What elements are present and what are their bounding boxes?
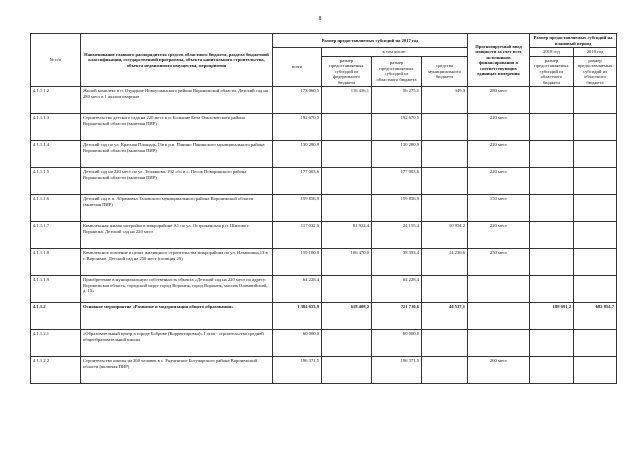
cell-num: 4.1.1.1.2 <box>31 87 81 114</box>
header-2018: 2018 год <box>530 48 574 57</box>
table-row <box>31 330 617 357</box>
cell-total: 177 003,6 <box>273 168 322 195</box>
table-body <box>31 87 617 384</box>
cell-2018 <box>530 249 574 276</box>
cell-capacity: 150 мест <box>468 195 530 222</box>
cell-capacity: 260 мест <box>468 357 530 384</box>
cell-2018 <box>530 357 574 384</box>
header-2019-sub: размер предоставляемых субсидий из областного бюджета <box>574 56 617 87</box>
cell-mun <box>422 168 468 195</box>
cell-num: 4.1.1.1.9 <box>31 276 81 303</box>
header-2019: 2019 год <box>574 48 617 57</box>
cell-num: 4.1.1.1.8 <box>31 249 81 276</box>
cell-capacity: 220 мест <box>468 141 530 168</box>
cell-mun: 10 954,2 <box>422 222 468 249</box>
header-mun: средства муниципального бюджета <box>422 56 468 87</box>
cell-2019: 682 854,7 <box>574 303 617 330</box>
header-plan: Размер предоставляемых субсидий на плановый период <box>530 34 617 48</box>
cell-fed <box>322 357 372 384</box>
table-row <box>31 249 617 276</box>
cell-2018 <box>530 141 574 168</box>
cell-num: 4.1.1.1.5 <box>31 168 81 195</box>
cell-obl: 38 393,4 <box>372 249 422 276</box>
cell-fed <box>322 330 372 357</box>
table-row <box>31 222 617 249</box>
cell-name: «Образовательный центр в городе Боброве (Корректировка)» I этап - строительство средней общеобразовательной школы <box>81 330 273 357</box>
cell-2018 <box>530 276 574 303</box>
cell-fed: 618 408,2 <box>322 303 372 330</box>
cell-fed <box>322 141 372 168</box>
cell-mun <box>422 357 468 384</box>
cell-name: Детский сад в п. Абрамовка Таловского муниципального района Воронежской области (включая ПИР) <box>81 195 273 222</box>
cell-total: 159 100,0 <box>273 249 322 276</box>
cell-fed <box>322 276 372 303</box>
cell-name: Комплексное освоение в целях жилищного строительства микрорайона по ул. Ильюшина,13 в г. Воронеже. Детский сад на 250 мест (позиция 29) <box>81 249 273 276</box>
cell-2019 <box>574 141 617 168</box>
cell-total: 130 280,9 <box>273 141 322 168</box>
cell-capacity: 220 мест <box>468 168 530 195</box>
cell-name: Детский сад на 220 мест по ул. Теплякова, 192 «б» в с. Песок Поворинского района Воронежской области (включая ПИР) <box>81 168 273 195</box>
cell-mun <box>422 114 468 141</box>
header-obl: размер предоставляемых субсидий из областного бюджета <box>372 56 422 87</box>
cell-total: 64 228,4 <box>273 276 322 303</box>
cell-capacity <box>468 330 530 357</box>
cell-2018 <box>530 222 574 249</box>
cell-obl: 60 000,0 <box>372 330 422 357</box>
cell-2019 <box>574 330 617 357</box>
cell-fed: 116 436,1 <box>322 87 372 114</box>
cell-num: 4.1.1.2 <box>31 303 81 330</box>
cell-mun <box>422 195 468 222</box>
cell-2019 <box>574 168 617 195</box>
header-name: Наименование главного распорядителя средств областного бюджета, раздела бюджетной классификации, государственной программы, объекта капитального строительства, объекта недвижимого имущества, мероприятия <box>81 34 273 87</box>
cell-name: Основное мероприятие «Развитие и модернизация общего образования» <box>81 303 273 330</box>
cell-name: Строительство школы на 260 человек в с. Радченское Богучарского района Воронежской области (включая ПИР) <box>81 357 273 384</box>
cell-num: 4.1.1.1.6 <box>31 195 81 222</box>
cell-capacity: 250 мест <box>468 249 530 276</box>
cell-obl: 24 155,4 <box>372 222 422 249</box>
cell-total: 117 032,0 <box>273 222 322 249</box>
cell-total: 1 384 655,9 <box>273 303 322 330</box>
table-row <box>31 276 617 303</box>
header-subsidy: Размер предоставляемых субсидий на 2017 год <box>273 34 468 48</box>
cell-2018 <box>530 114 574 141</box>
cell-2019 <box>574 249 617 276</box>
cell-obl: 64 228,4 <box>372 276 422 303</box>
cell-obl: 159 856,9 <box>372 195 422 222</box>
cell-name: Приобретение в муниципальную собственность объекта «Детский сад на 220 мест по адресу: Воронежская область, городской округ город Воронеж, город Воронеж, массив Олимпийский, д. 15» <box>81 276 273 303</box>
cell-capacity: 220 мест <box>468 222 530 249</box>
cell-capacity <box>468 303 530 330</box>
cell-name: Детский сад по ул. Красная Площадь,13в в р.п. Панино Панинского муниципального района Воронежской области (включая ПИР) <box>81 141 273 168</box>
cell-fed <box>322 114 372 141</box>
cell-obl: 721 710,6 <box>372 303 422 330</box>
cell-mun <box>422 276 468 303</box>
page-number: 8 <box>318 16 322 22</box>
cell-num: 4.1.1.1.7 <box>31 222 81 249</box>
table-row <box>31 195 617 222</box>
cell-mun <box>422 141 468 168</box>
cell-obl: 177 003,6 <box>372 168 422 195</box>
header-incl: в том числе: <box>322 48 468 57</box>
cell-num: 4.1.1.1.3 <box>31 114 81 141</box>
cell-mun: 44 537,1 <box>422 303 468 330</box>
table-row <box>31 87 617 114</box>
cell-2018 <box>530 330 574 357</box>
cell-capacity: 280 мест <box>468 87 530 114</box>
cell-name: Комплексная жилая застройка в микрорайоне А1 по ул. Остроженская р.п. Шилово г. Воронежа. Детский сад на 220 мест <box>81 222 273 249</box>
cell-2019 <box>574 276 617 303</box>
cell-obl: 56 275,1 <box>372 87 422 114</box>
cell-fed <box>322 168 372 195</box>
cell-2018 <box>530 168 574 195</box>
table-row <box>31 303 617 330</box>
subsidy-table <box>30 33 617 384</box>
cell-name: Строительство детского сада на 220 мест в п. Большие Бела Ольховатского района Воронежской области (включая ПИР) <box>81 114 273 141</box>
cell-2019 <box>574 222 617 249</box>
header-num: № п/п <box>31 34 81 87</box>
cell-obl: 130 280,9 <box>372 141 422 168</box>
cell-2018 <box>530 87 574 114</box>
cell-obl: 192 670,5 <box>372 114 422 141</box>
cell-capacity <box>468 276 530 303</box>
cell-total: 159 856,9 <box>273 195 322 222</box>
cell-2018 <box>530 195 574 222</box>
header-fed: размер предоставляемых субсидий из федерального бюджета <box>322 56 372 87</box>
cell-total: 196 371,5 <box>273 357 322 384</box>
cell-fed: 81 922,4 <box>322 222 372 249</box>
cell-num: 4.1.1.2.2 <box>31 357 81 384</box>
cell-fed: 106 470,0 <box>322 249 372 276</box>
table-row <box>31 168 617 195</box>
cell-total: 60 000,0 <box>273 330 322 357</box>
table-row <box>31 114 617 141</box>
header-total: всего <box>273 48 322 87</box>
cell-mun: 349,3 <box>422 87 468 114</box>
cell-obl: 196 371,5 <box>372 357 422 384</box>
cell-fed <box>322 195 372 222</box>
cell-num: 4.1.1.1.4 <box>31 141 81 168</box>
cell-capacity: 220 мест <box>468 114 530 141</box>
cell-total: 192 670,5 <box>273 114 322 141</box>
table-row <box>31 141 617 168</box>
cell-num: 4.1.1.2.1 <box>31 330 81 357</box>
header-capacity: Прогнозируемый ввод мощности за счет всех источников финансирования в соответствующих единицах измерения <box>468 34 530 87</box>
cell-total: 173 060,5 <box>273 87 322 114</box>
cell-mun <box>422 330 468 357</box>
cell-name: Жилой комплекс в п. Отрадное Новоусманского района Воронежской области. Детский сад на 280 мест в 1 жилом квартале <box>81 87 273 114</box>
cell-2019 <box>574 87 617 114</box>
table-row <box>31 357 617 384</box>
header-2018-sub: размер предоставляемых субсидий из областного бюджета <box>530 56 574 87</box>
cell-2018: 188 691,2 <box>530 303 574 330</box>
cell-2019 <box>574 114 617 141</box>
cell-mun: 14 236,6 <box>422 249 468 276</box>
cell-2019 <box>574 357 617 384</box>
cell-2019 <box>574 195 617 222</box>
